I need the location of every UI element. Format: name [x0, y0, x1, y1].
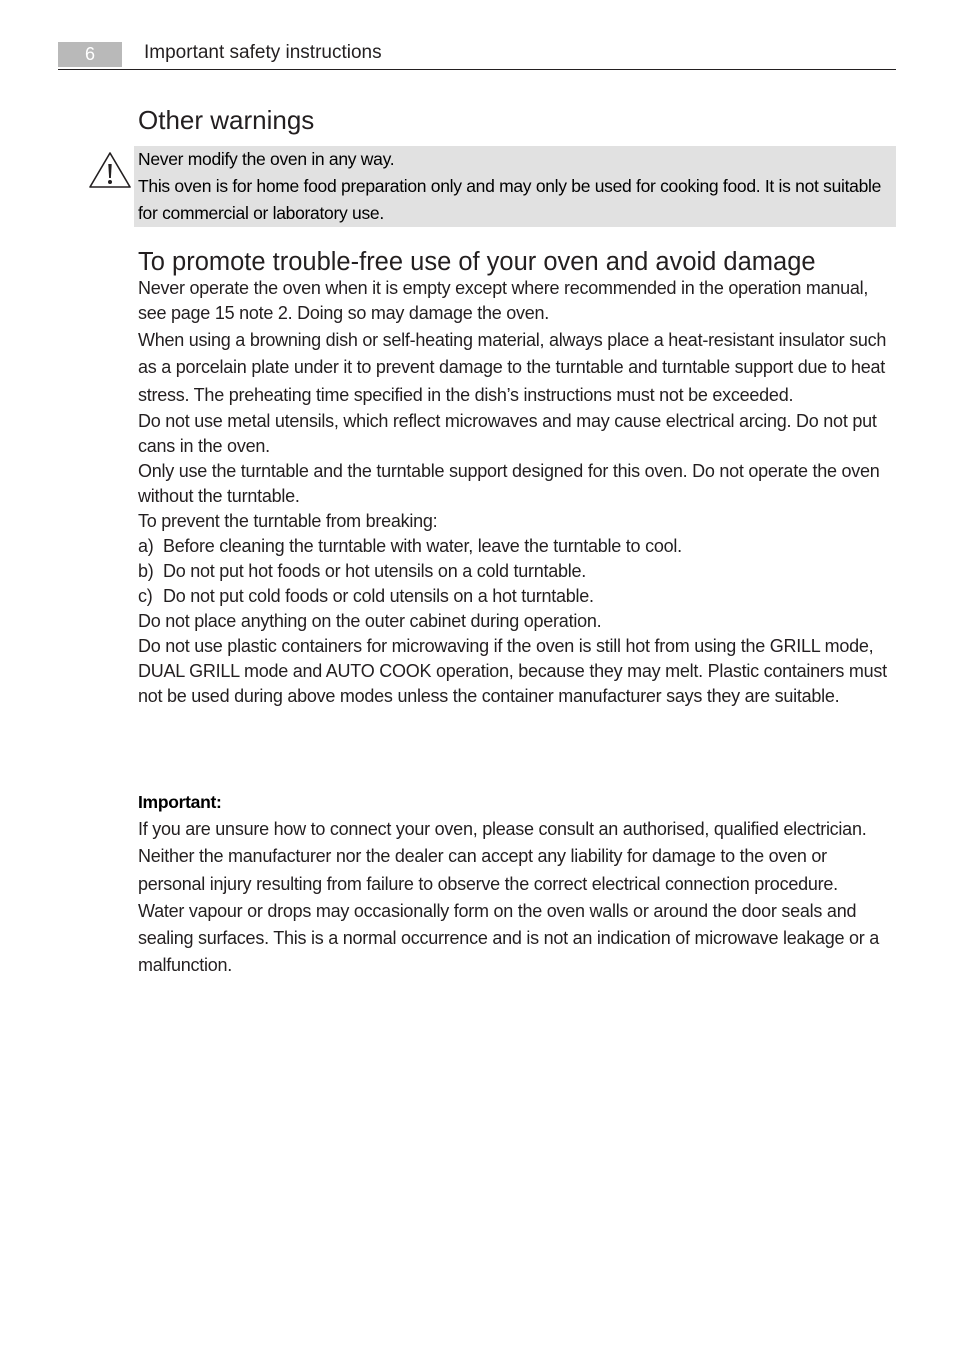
- paragraph-outer-cabinet: Do not place anything on the outer cabinet during operation.: [138, 610, 602, 631]
- page-header: [58, 40, 896, 70]
- paragraph-browning-dish: When using a browning dish or self-heating material, always place a heat-resistant insulator such as a porcelain plate under it to prevent damage to the turntable and turntable support due to heat stress. The preheating time specified in the dish’s instructions must not be exceeded.: [138, 330, 887, 405]
- paragraph-empty-operation: Never operate the oven when it is empty except where recommended in the operation manual, see page 15 note 2. Doing so may damage the oven.: [138, 278, 869, 323]
- list-marker: c): [138, 585, 153, 606]
- damage-section-body: [138, 276, 898, 709]
- list-marker: a): [138, 535, 154, 556]
- paragraph-prevent-breaking: To prevent the turntable from breaking:: [138, 510, 438, 531]
- paragraph-consult-electrician: If you are unsure how to connect your oven, please consult an authorised, qualified electrician.: [138, 819, 867, 839]
- warning-line-2: This oven is for home food preparation only and may only be used for cooking food. It is not suitable for commercial or laboratory use.: [138, 176, 882, 223]
- important-section: [138, 789, 898, 980]
- list-item: [138, 559, 898, 584]
- list-item: [138, 534, 898, 559]
- warning-line-1: Never modify the oven in any way.: [138, 149, 395, 169]
- list-marker: b): [138, 560, 154, 581]
- paragraph-metal-utensils: Do not use metal utensils, which reflect microwaves and may cause electrical arcing. Do not put cans in the oven.: [138, 410, 877, 456]
- important-label: Important:: [138, 792, 222, 812]
- other-warnings-heading: Other warnings: [138, 105, 315, 135]
- paragraph-plastic-containers: Do not use plastic containers for microwaving if the oven is still hot from using the GRILL mode, DUAL GRILL mode and AUTO COOK operation, because they may melt. Plastic containers must not be used during above modes unless the container manufacturer says they are suitable.: [138, 635, 887, 706]
- damage-section-heading: To promote trouble-free use of your oven and avoid damage: [138, 248, 816, 276]
- warning-triangle-icon: [88, 151, 132, 189]
- list-item-text: Before cleaning the turntable with water, leave the turntable to cool.: [163, 535, 682, 556]
- running-title: Important safety instructions: [144, 42, 382, 63]
- paragraph-liability: Neither the manufacturer nor the dealer can accept any liability for damage to the oven or personal injury resulting from failure to observe the correct electrical connection procedure.: [138, 846, 838, 894]
- list-item: [138, 584, 898, 609]
- page-number: 6: [58, 42, 122, 67]
- list-item-text: Do not put cold foods or cold utensils on a hot turntable.: [163, 585, 594, 606]
- paragraph-turntable: Only use the turntable and the turntable support designed for this oven. Do not operate the oven without the turntable.: [138, 460, 880, 506]
- list-item-text: Do not put hot foods or hot utensils on a cold turntable.: [163, 560, 587, 581]
- paragraph-water-vapour: Water vapour or drops may occasionally form on the oven walls or around the door seals and sealing surfaces. This is a normal occurrence and is not an indication of microwave leakage or a malfunction.: [138, 900, 880, 976]
- warning-box: [134, 146, 896, 227]
